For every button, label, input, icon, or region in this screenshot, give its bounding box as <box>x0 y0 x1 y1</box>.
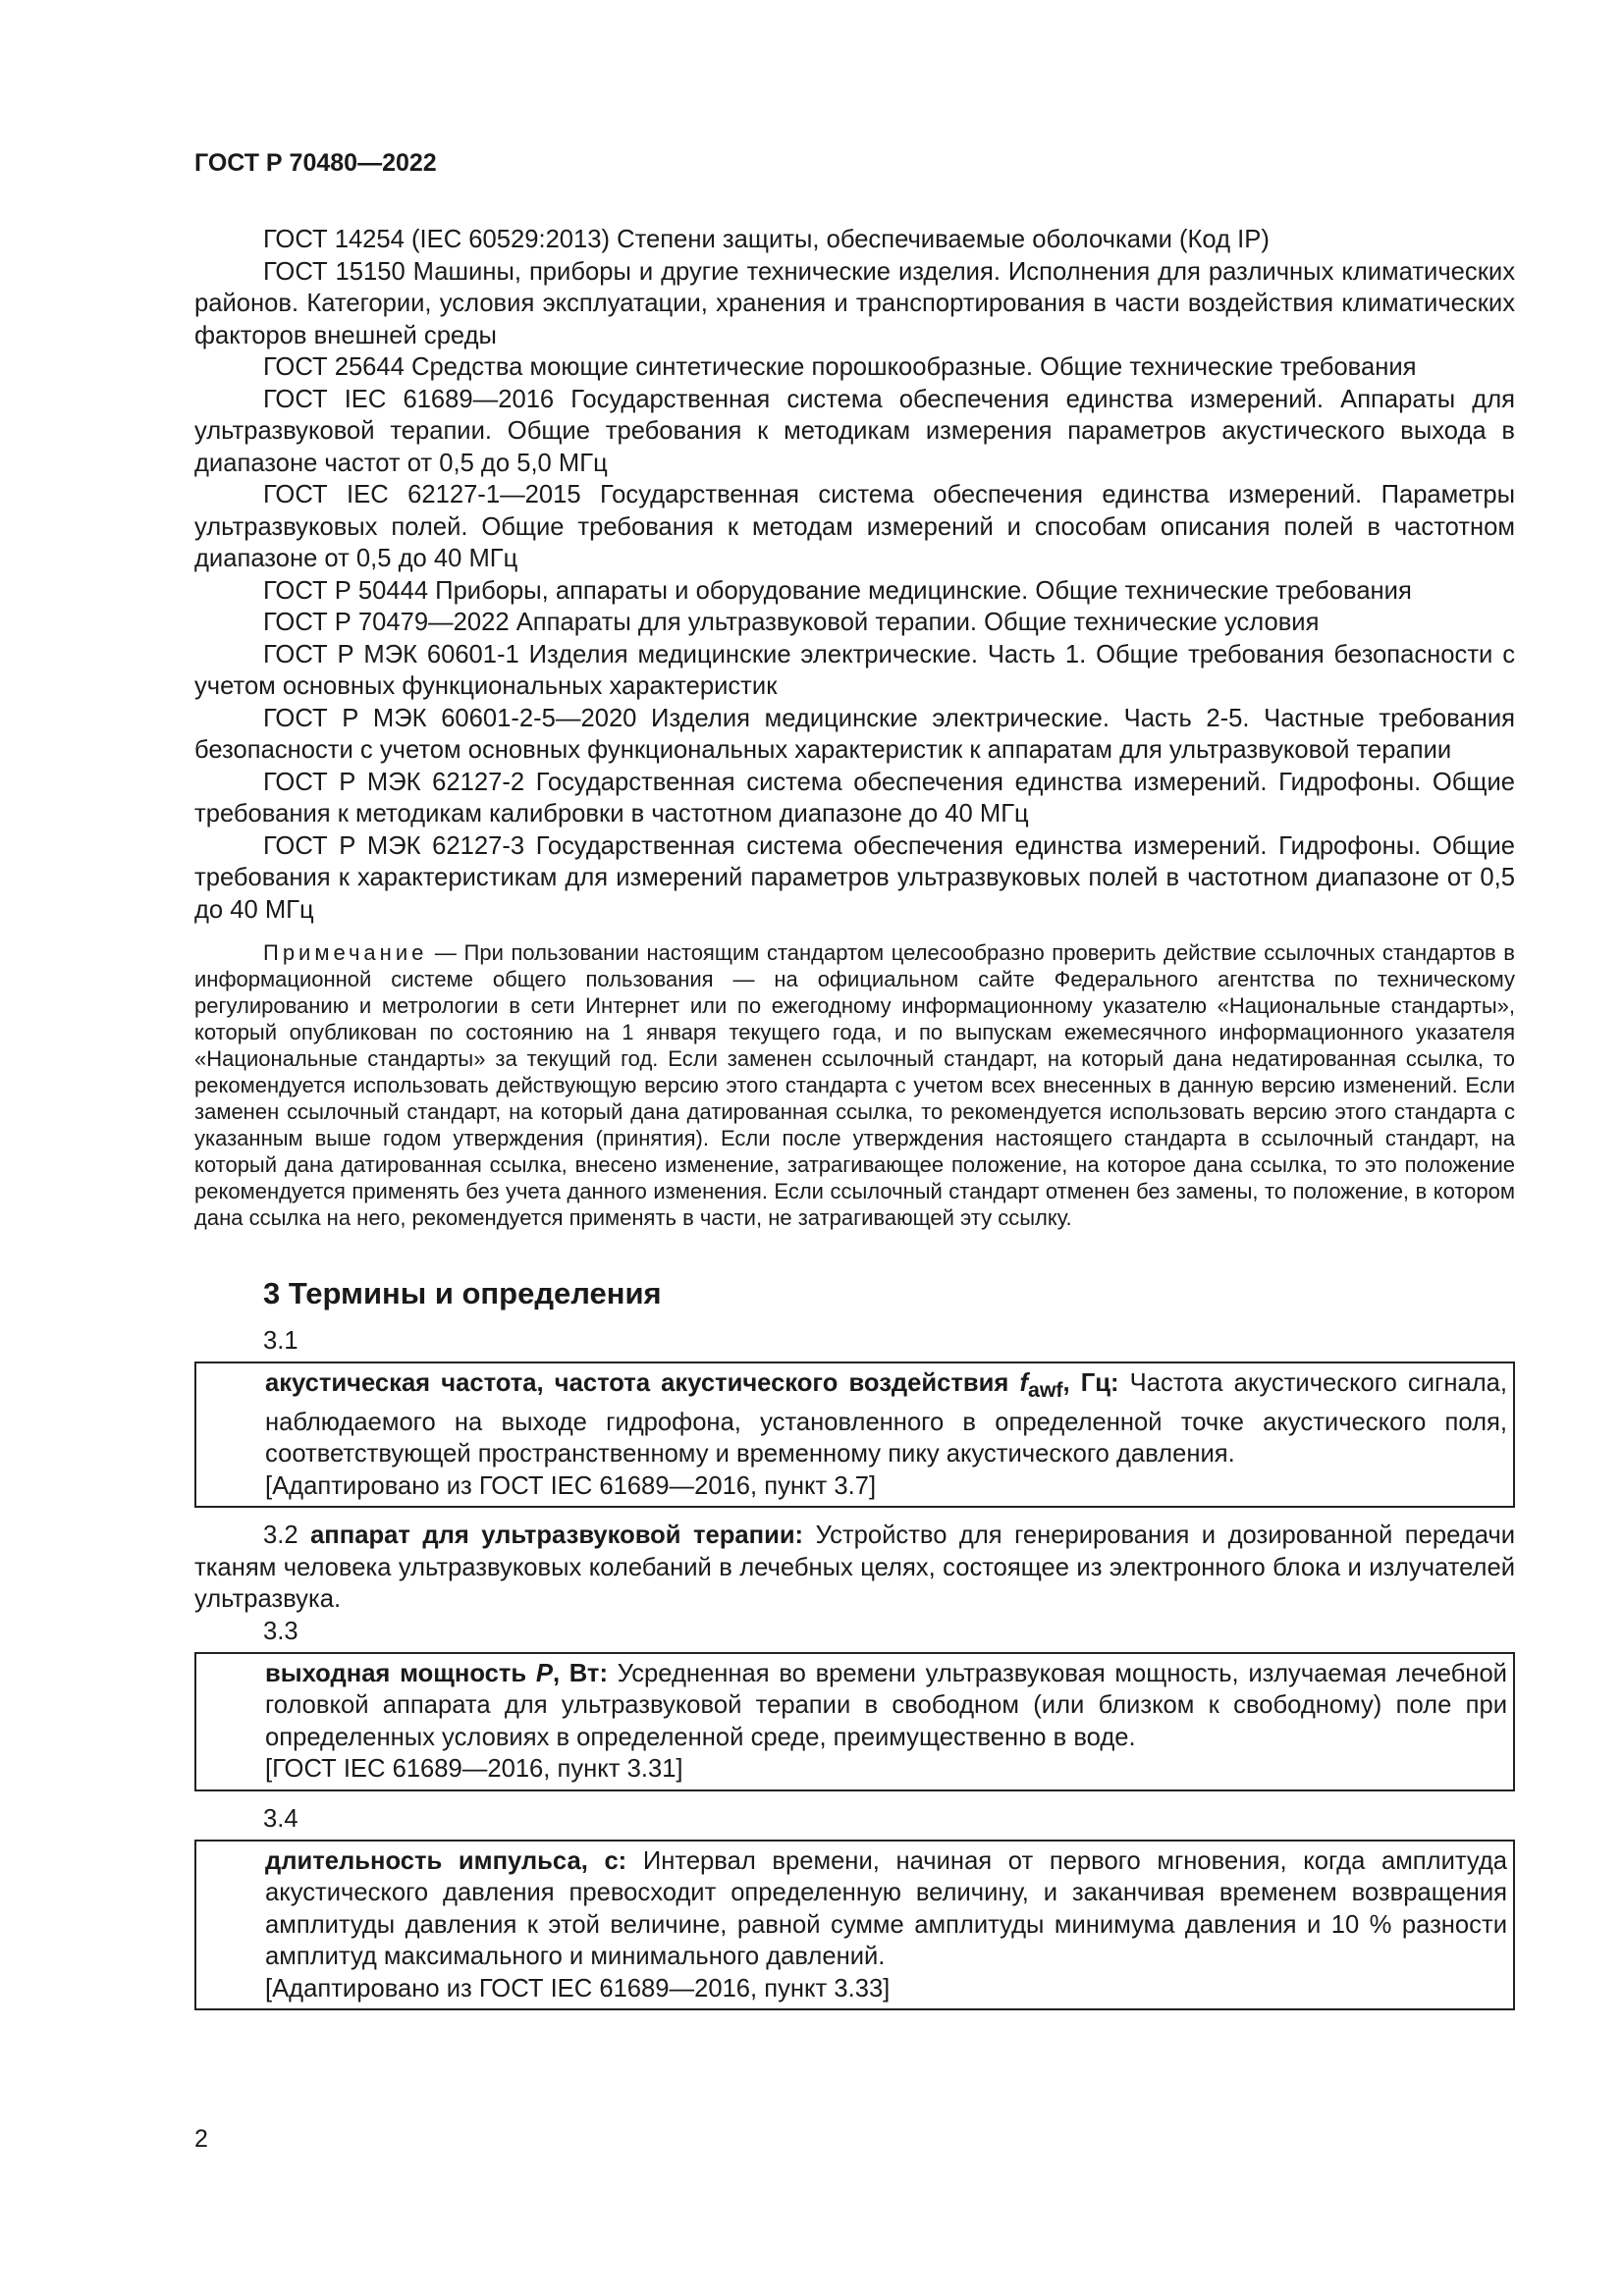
term-name-text: выходная мощность <box>265 1659 536 1687</box>
term-number: 3.3 <box>263 1617 298 1645</box>
reference-item: ГОСТ Р МЭК 60601-2-5—2020 Изделия медицинские электрические. Часть 2-5. Частные требования безопасности с учетом основных функциональных характеристик к аппаратам для ультразвуковой терапии <box>194 704 1515 764</box>
reference-item: ГОСТ IEC 62127-1—2015 Государственная система обеспечения единства измерений. Параметры ультразвуковых полей. Общие требования к методам измерений и способам описания полей в частотном диапазоне от 0,5 до 40 МГц <box>194 481 1515 572</box>
term-source: [Адаптировано из ГОСТ IEC 61689—2016, пункт 3.33] <box>265 1974 891 2002</box>
term-symbol: f <box>1019 1369 1028 1397</box>
term-name <box>265 1369 1119 1403</box>
reference-item: ГОСТ 25644 Средства моющие синтетические порошкообразные. Общие технические требования <box>263 353 1417 381</box>
term-definition-text: Частота акустического сигнала, наблюдаемого на выходе гидрофона, установленного в определенной точке акустического поля, соответствующей пространственному и временному пику акустического давления. <box>265 1369 1508 1468</box>
reference-item: ГОСТ Р МЭК 60601-1 Изделия медицинские электрические. Часть 1. Общие требования безопасности с учетом основных функциональных характеристик <box>194 640 1515 700</box>
reference-item: ГОСТ Р МЭК 62127-3 Государственная система обеспечения единства измерений. Гидрофоны. Общие требования к характеристикам для измерений параметров ультразвуковых полей в частотном диапазоне от 0,5 до 40 МГц <box>194 831 1515 924</box>
note-paragraph <box>194 939 1515 1231</box>
term-definition-text: Усредненная во времени ультразвуковая мощность, излучаемая лечебной головкой аппарата для ультразвуковой терапии в свободном (или близком к свободному) поле при определенных условиях в определенной среде, преимущественно в воде. <box>265 1659 1507 1751</box>
term-definition <box>265 1658 1507 1754</box>
normative-references-list <box>194 224 1515 926</box>
term-unit: , Вт: <box>552 1659 608 1687</box>
term-name: аппарат для ультразвуковой терапии: <box>310 1522 804 1550</box>
page-content <box>194 224 1515 2010</box>
reference-item: ГОСТ 15150 Машины, приборы и другие технические изделия. Исполнения для различных климатических районов. Категории, условия эксплуатации, хранения и транспортирования в части воздействия климатических факторов внешней среды <box>194 257 1515 349</box>
term-number: 3.4 <box>263 1804 298 1833</box>
term-box <box>194 1652 1515 1791</box>
reference-item: ГОСТ IEC 61689—2016 Государственная система обеспечения единства измерений. Аппараты для ультразвуковой терапии. Общие требования к методикам измерения параметров акустического выхода в диапазоне частот от 0,5 до 5,0 МГц <box>194 385 1515 477</box>
term-symbol: P <box>535 1659 553 1687</box>
note-label: Примечание <box>263 940 428 965</box>
term-unit: , Гц: <box>1062 1369 1119 1397</box>
term-name-text: акустическая частота, частота акустического воздействия <box>265 1369 1020 1397</box>
term-source: [Адаптировано из ГОСТ IEC 61689—2016, пункт 3.7] <box>265 1471 877 1500</box>
term-box <box>194 1362 1515 1508</box>
page-number: 2 <box>194 2125 208 2153</box>
term-name <box>265 1660 608 1687</box>
term-definition <box>265 1367 1507 1470</box>
term-name: длительность импульса, с: <box>265 1846 627 1875</box>
term-symbol-subscript: awf <box>1027 1378 1063 1403</box>
term-definition <box>265 1845 1507 1973</box>
term-number: 3.2 <box>263 1522 298 1550</box>
reference-item: ГОСТ Р МЭК 62127-2 Государственная система обеспечения единства измерений. Гидрофоны. Общие требования к методикам калибровки в частотном диапазоне до 40 МГц <box>194 768 1515 828</box>
term-definition-text: Устройство для генерирования и дозированной передачи тканям человека ультразвуковых колебаний в лечебных целях, состоящее из электронного блока и излучателей ультразвука. <box>194 1522 1516 1614</box>
term-definition-inline <box>194 1520 1515 1616</box>
term-number: 3.1 <box>263 1327 298 1355</box>
note-text: — При пользовании настоящим стандартом целесообразно проверить действие ссылочных стандартов в информационной системе общего пользования — на официальном сайте Федерального агентства по техническому регулированию и метрологии в сети Интернет или по ежегодному информационному указателю «Национальные стандарты», который опубликован по состоянию на 1 января текущего года, и по выпускам ежемесячного информационного указателя «Национальные стандарты» за текущий год. Если заменен ссылочный стандарт, на который дана недатированная ссылка, то рекомендуется использовать действующую версию этого стандарта с учетом всех внесенных в данную версию изменений. Если заменен ссылочный стандарт, на который дана датированная ссылка, то рекомендуется использовать версию этого стандарта с указанным выше годом утверждения (принятия). Если после утверждения настоящего стандарта в ссылочный стандарт, на который дана датированная ссылка, внесено изменение, затрагивающее положение, на которое дана ссылка, то это положение рекомендуется применять без учета данного изменения. Если ссылочный стандарт отменен без замены, то положение, в котором дана ссылка на него, рекомендуется применять в части, не затрагивающей эту ссылку. <box>194 940 1515 1230</box>
section-title: 3 Термины и определения <box>263 1276 662 1310</box>
term-definition-text: Интервал времени, начиная от первого мгновения, когда амплитуда акустического давления превосходит определенную величину, и заканчивая временем возвращения амплитуды давления к этой величине, равной сумме амплитуды минимума давления и 10 % разности амплитуд максимального и минимального давлений. <box>265 1846 1508 1971</box>
term-source: [ГОСТ IEC 61689—2016, пункт 3.31] <box>265 1755 683 1784</box>
document-header: ГОСТ Р 70480—2022 <box>194 149 437 177</box>
term-box <box>194 1840 1515 2011</box>
reference-item: ГОСТ Р 50444 Приборы, аппараты и оборудование медицинские. Общие технические требования <box>263 576 1412 605</box>
reference-item: ГОСТ Р 70479—2022 Аппараты для ультразвуковой терапии. Общие технические условия <box>263 609 1320 636</box>
reference-item: ГОСТ 14254 (IEC 60529:2013) Степени защиты, обеспечиваемые оболочками (Код IP) <box>263 226 1270 253</box>
